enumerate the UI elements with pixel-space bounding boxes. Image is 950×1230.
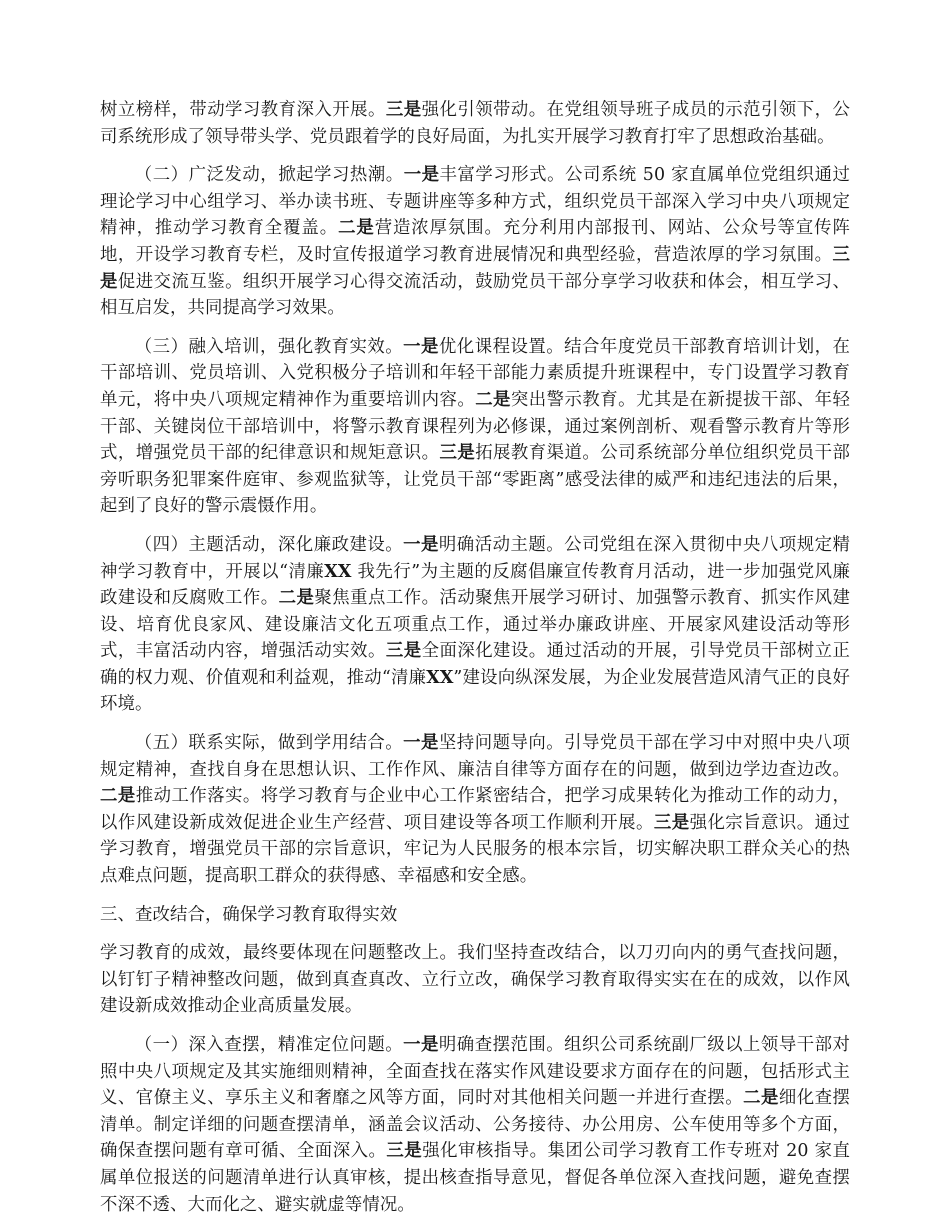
text-run: 拓展教育渠道。公司系统部分单位组织党员干部旁听职务犯罪案件庭审、参观监狱等，让党员干部“零距离”感受法律的威严和违纪违法的后果，起到了良好的警示震慑作用。 [100,443,850,517]
emphasis-marker: XX [426,667,454,688]
emphasis-marker: 三是 [100,244,850,292]
emphasis-marker: 三是 [385,641,422,662]
text-run: 学习教育的成效，最终要体现在问题整改上。我们坚持查改结合，以刀刃向内的勇气查找问题，以钉钉子精神整改问题，做到真查真改、立行立改，确保学习教育取得实实在在的成效，以作风建设新成效推动企业高质量发展。 [100,943,850,1017]
text-run: （四）主题活动，深化廉政建设。 [134,534,404,555]
text-run: 树立榜样，带动学习教育深入开展。 [100,100,386,120]
text-run: 强化引领带动。在党组领导班子成员的示范引领下，公司系统形成了领导带头学、党员跟着学的良好局面，为扎实开展学习教育打牢了思想政治基础。 [100,100,850,147]
emphasis-marker: 二是 [743,1088,779,1109]
emphasis-marker: 一是 [403,733,439,754]
text-run: （三）融入培训，强化教育实效。 [134,336,404,357]
emphasis-marker: 一是 [403,165,440,186]
text-run: ”建设向纵深发展，为企业发展营造风清气正的良好环境。 [100,667,850,715]
emphasis-marker: 二是 [475,389,511,410]
text-run: （五）联系实际，做到学用结合。 [134,733,404,754]
emphasis-marker: 三是 [653,812,690,833]
text-run: 明确查摆范围。组织公司系统副厂级以上领导干部对照中央八项规定及其实施细则精神，全面查找在落实作风建设要求方面存在的问题，包括形式主义、官僚主义、享乐主义和奢靡之风等方面，同时对其他相关问题一并进行查摆。 [100,1035,850,1109]
body-paragraph [100,1032,850,1218]
emphasis-marker: 二是 [100,786,136,807]
text-run: 优化课程设置。结合年度党员干部教育培训计划，在干部培训、党员培训、入党积极分子培训和年轻干部能力素质提升班课程中，专门设置学习教育单元，将中央八项规定精神作为重要培训内容。 [100,336,850,410]
text-run: 突出警示教育。尤其是在新提拔干部、年轻干部、关键岗位干部培训中，将警示教育课程列为必修课，通过案例剖析、观看警示教育片等形式，增强党员干部的纪律意识和规矩意识。 [100,389,850,464]
text-run: 明确活动主题。公司党组在深入贯彻中央八项规定精神学习教育中，开展以“清廉 [100,534,850,582]
emphasis-marker: 二是 [338,218,375,239]
text-run: 强化宗旨意识。通过学习教育，增强党员干部的宗旨意识，牢记为人民服务的根本宗旨，切实解决职工群众关心的热点难点问题，提高职工群众的获得感、幸福感和安全感。 [100,812,850,887]
body-paragraph [100,162,850,322]
text-run: 丰富学习形式。公司系统 50 家直属单位党组织通过理论学习中心组学习、举办读书班、专题讲座等多种方式，组织党员干部深入学习中央八项规定精神，推动学习教育全覆盖。 [100,165,851,239]
text-run: 三、查改结合，确保学习教育取得实效 [100,904,398,925]
body-paragraph [100,97,850,150]
text-run: 我先行”为主题的反腐倡廉宣传教育月活动，进一步加强党风廉政建设和反腐败工作。 [100,561,850,609]
text-run: 聚焦重点工作。活动聚焦开展学习研讨、加强警示教育、抓实作风建设、培育优良家风、建设廉洁文化五项重点工作，通过举办廉政讲座、开展家风建设活动等形式，丰富活动内容，增强活动实效。 [100,588,850,662]
emphasis-marker: 一是 [403,1035,439,1055]
text-run: 细化查摆清单。制定详细的问题查摆清单，涵盖会议活动、公务接待、办公用房、公车使用等多个方面，确保查摆问题有章可循、全面深入。 [100,1088,850,1162]
text-run: 营造浓厚氛围。充分利用内部报刊、网站、公众号等宣传阵地，开设学习教育专栏，及时宣传报道学习教育进展情况和典型经验，营造浓厚的学习氛围。 [100,218,850,265]
emphasis-marker: 三是 [439,443,476,464]
body-paragraph [100,532,850,718]
text-run: 推动工作落实。将学习教育与企业中心工作紧密结合，把学习成果转化为推动工作的动力，以作风建设新成效促进企业生产经营、项目建设等各项工作顺利开展。 [100,786,850,833]
section-heading [100,902,850,929]
text-run: （二）广泛发动，掀起学习热潮。 [134,165,404,186]
body-paragraph [100,940,850,1020]
body-paragraph [100,730,850,890]
document-body [100,97,850,1218]
text-run: 促进交流互鉴。组织开展学习心得交流活动，鼓励党员干部分享学习收获和体会，相互学习、相互启发，共同提高学习效果。 [100,271,850,319]
emphasis-marker: 二是 [278,588,315,609]
emphasis-marker: 一是 [403,534,439,555]
emphasis-marker: 一是 [403,336,439,357]
emphasis-marker: XX [324,561,352,582]
emphasis-marker: 三是 [385,100,422,120]
text-run: 强化审核指导。集团公司学习教育工作专班对 20 家直属单位报送的问题清单进行认真审核，提出核查指导意见，督促各单位深入查找问题，避免查摆不深不透、大而化之、避实就虚等情况。 [100,1141,851,1215]
body-paragraph [100,334,850,520]
text-run: （一）深入查摆，精准定位问题。 [134,1035,404,1055]
text-run: 全面深化建设。通过活动的开展，引导党员干部树立正确的权力观、价值观和利益观，推动“清廉 [100,641,850,688]
text-run: 坚持问题导向。引导党员干部在学习中对照中央八项规定精神，查找自身在思想认识、工作作风、廉洁自律等方面存在的问题，做到边学边查边改。 [100,733,850,780]
emphasis-marker: 三是 [386,1141,423,1162]
